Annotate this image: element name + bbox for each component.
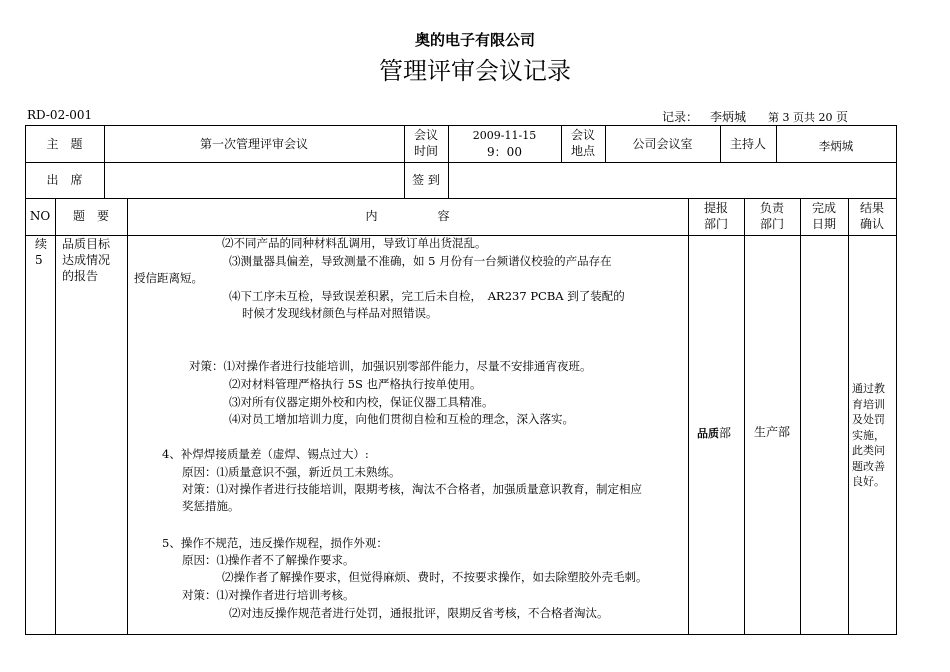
content-line: ⑵对材料管理严格执行 5S 也严格执行按单使用。 — [229, 377, 482, 391]
page-info — [768, 111, 848, 124]
row-subject: 品质目标 达成情况 的报告 — [62, 237, 111, 283]
page-prefix: 第 3 页共 20 — [768, 111, 837, 124]
col-result: 结果 确认 — [859, 201, 884, 231]
document-number: RD-02-001 — [27, 108, 93, 122]
document-title: 管理评审会议记录 — [379, 57, 571, 85]
content-line: 原因：⑴操作者不了解操作要求。 — [182, 553, 355, 567]
content-line: ⑷下工序未互检，导致误差积累，完工后未自检， AR237 PCBA 到了装配的 — [229, 289, 625, 303]
row-result: 通过教育培训及处罚实施，此类问题改善良好。 — [852, 382, 885, 488]
col-due: 完成 日期 — [811, 201, 836, 231]
meeting-place-label: 会议 地点 — [570, 128, 595, 158]
col-content: 内 容 — [365, 209, 450, 223]
content-line: ⑶对所有仪器定期外校和内校，保证仪器工具精准。 — [229, 395, 494, 409]
meeting-date: 2009-11-15 — [472, 129, 537, 142]
row-owner: 生产部 — [753, 425, 790, 439]
col-owner: 负责 部门 — [759, 201, 784, 231]
company-name: 奥的电子有限公司 — [414, 31, 535, 49]
content-line: 原因：⑴质量意识不强，新近员工未熟练。 — [182, 465, 401, 479]
content-line: 授信距离短。 — [134, 271, 203, 285]
content-line: 对策：⑴对操作者进行培训考核。 — [182, 588, 355, 602]
content-line: ⑵不同产品的同种材料乱调用，导致订单出货混乱。 — [222, 236, 487, 250]
col-no: NO — [29, 209, 51, 223]
topic-value: 第一次管理评审会议 — [199, 137, 308, 151]
col-subject: 题 要 — [72, 209, 109, 223]
topic-label: 主 题 — [46, 137, 83, 151]
content-line: 4、补焊焊接质量差（虚焊、锡点过大）: — [162, 447, 369, 461]
content-line: ⑵对违反操作规范者进行处罚，通报批评，限期反省考核，不合格者淘汰。 — [229, 606, 609, 620]
row-reporter: 品质部 — [697, 426, 732, 440]
meeting-time: 9：00 — [487, 145, 522, 159]
meeting-time-label: 会议 时间 — [413, 128, 438, 158]
attendance-label: 出 席 — [46, 173, 83, 187]
recorder-name: 李炳城 — [710, 110, 747, 124]
host-name: 李炳城 — [818, 139, 854, 153]
host-label: 主持人 — [729, 137, 766, 151]
content-line: ⑶测量器具偏差，导致测量不准确，如 5 月份有一台频谱仪校验的产品存在 — [229, 254, 612, 268]
content-line: 5、操作不规范，违反操作规程，损作外观： — [162, 536, 388, 550]
content-line: 时候才发现线材颜色与样品对照错误。 — [242, 306, 438, 320]
meeting-place: 公司会议室 — [632, 137, 693, 151]
record-label: 记录： — [662, 110, 699, 124]
content-line: ⑷对员工增加培训力度，向他们贯彻自检和互检的理念，深入落实。 — [229, 412, 574, 426]
row-number: 续 5 — [35, 237, 48, 267]
page-suffix: 页 — [836, 110, 849, 124]
content-line: 对策：⑴对操作者进行技能培训，加强识别零部件能力，尽量不安排通宵夜班。 — [189, 359, 592, 373]
content-line: 奖惩措施。 — [182, 499, 240, 513]
col-reporter: 提报 部门 — [703, 201, 728, 231]
record-info — [662, 108, 848, 125]
sign-in-label: 签 到 — [412, 173, 440, 187]
content-line: ⑵操作者了解操作要求，但觉得麻烦、费时，不按要求操作，如去除塑胶外壳毛刺。 — [222, 570, 648, 584]
content-line: 对策：⑴对操作者进行技能培训，限期考核，淘汰不合格者，加强质量意识教育，制定相应 — [182, 482, 642, 496]
